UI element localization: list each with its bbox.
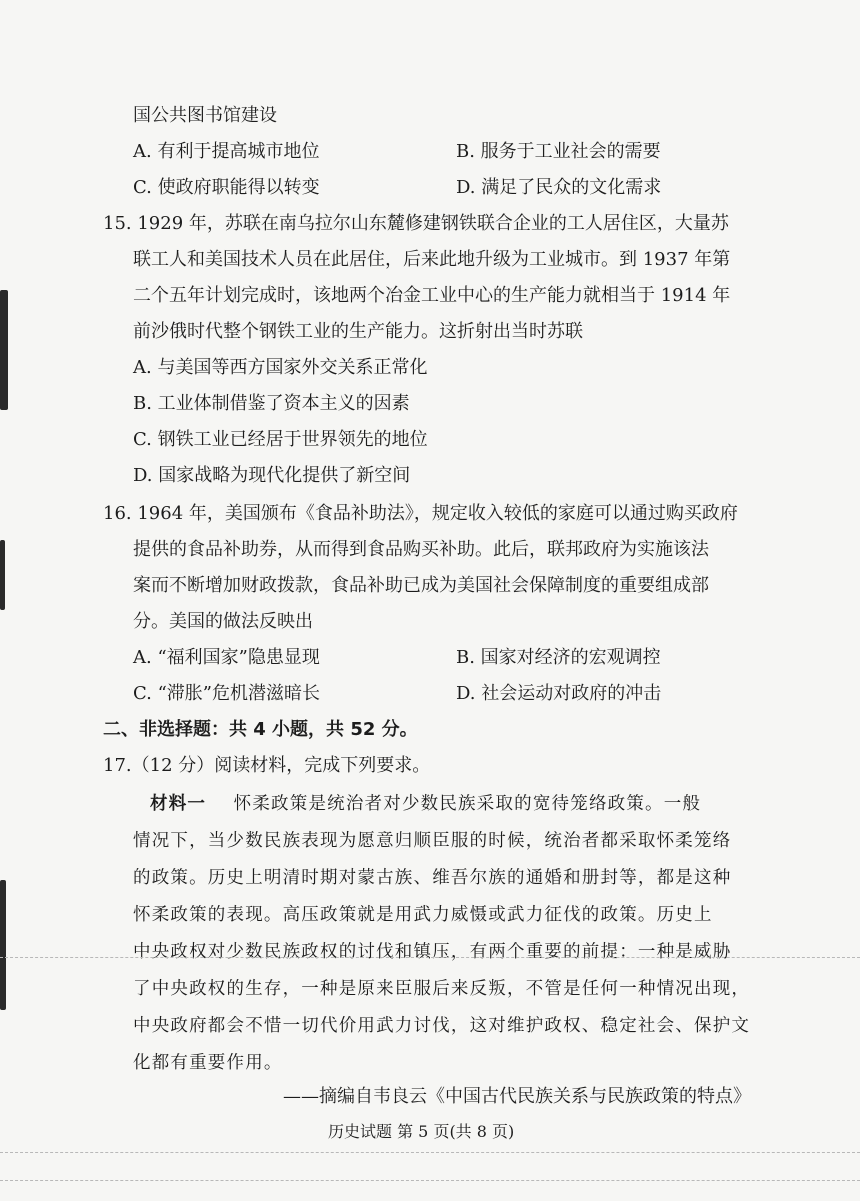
binding-mark [0, 540, 5, 610]
cut-line [0, 957, 860, 958]
q14-option-b: B. 服务于工业社会的需要 [456, 141, 661, 162]
material-line: 情况下，当少数民族表现为愿意归顺臣服的时候，统治者都采取怀柔笼络 [133, 831, 732, 851]
q16-stem-line: 提供的食品补助券，从而得到食品购买补助。此后，联邦政府为实施该法 [133, 539, 709, 560]
q16-option-d: D. 社会运动对政府的冲击 [456, 683, 662, 704]
q15-stem-line: 前沙俄时代整个钢铁工业的生产能力。这折射出当时苏联 [133, 321, 583, 342]
q16-option-c: C. “滞胀”危机潜滋暗长 [133, 683, 320, 704]
q14-option-c: C. 使政府职能得以转变 [133, 177, 320, 198]
cut-line [0, 1152, 860, 1153]
material-label: 材料一 [150, 794, 207, 814]
q15-stem-line: 15. 1929 年，苏联在南乌拉尔山东麓修建钢铁联合企业的工人居住区，大量苏 [103, 213, 729, 234]
q15-option-a: A. 与美国等西方国家外交关系正常化 [133, 357, 428, 378]
q16-stem-line: 分。美国的做法反映出 [133, 611, 313, 632]
q15-stem-line: 联工人和美国技术人员在此居住，后来此地升级为工业城市。到 1937 年第 [133, 249, 731, 270]
material-line: 怀柔政策是统治者对少数民族采取的宽待笼络政策。一般 [233, 794, 702, 814]
material-line: 的政策。历史上明清时期对蒙古族、维吾尔族的通婚和册封等，都是这种 [133, 868, 732, 888]
q14-continuation: 国公共图书馆建设 [133, 105, 277, 126]
material-line: 中央政权对少数民族政权的讨伐和镇压，有两个重要的前提：一种是威胁 [133, 942, 732, 962]
q16-option-b: B. 国家对经济的宏观调控 [456, 647, 661, 668]
material-line: 怀柔政策的表现。高压政策就是用武力威慑或武力征伐的政策。历史上 [133, 905, 713, 925]
binding-mark [0, 290, 8, 410]
page-footer: 历史试题 第 5 页(共 8 页) [328, 1122, 515, 1141]
q16-option-a: A. “福利国家”隐患显现 [133, 647, 320, 668]
q15-stem-line: 二个五年计划完成时，该地两个冶金工业中心的生产能力就相当于 1914 年 [133, 285, 731, 306]
q17-title: 17.（12 分）阅读材料，完成下列要求。 [103, 755, 431, 776]
q14-option-a: A. 有利于提高城市地位 [133, 141, 320, 162]
q14-option-d: D. 满足了民众的文化需求 [456, 177, 662, 198]
q15-option-d: D. 国家战略为现代化提供了新空间 [133, 465, 411, 486]
q16-stem-line: 16. 1964 年，美国颁布《食品补助法》，规定收入较低的家庭可以通过购买政府 [103, 503, 738, 524]
cut-line [0, 1180, 860, 1181]
material-source: ——摘编自韦良云《中国古代民族关系与民族政策的特点》 [283, 1086, 751, 1107]
binding-mark [0, 880, 6, 1010]
q15-option-b: B. 工业体制借鉴了资本主义的因素 [133, 393, 410, 414]
material-first-line [150, 792, 701, 816]
material-line: 了中央政权的生存，一种是原来臣服后来反叛，不管是任何一种情况出现， [133, 979, 751, 999]
material-line: 中央政府都会不惜一切代价用武力讨伐，这对维护政权、稳定社会、保护文 [133, 1016, 751, 1036]
q16-stem-line: 案而不断增加财政拨款，食品补助已成为美国社会保障制度的重要组成部 [133, 575, 709, 596]
material-line: 化都有重要作用。 [133, 1053, 283, 1073]
section-heading: 二、非选择题：共 4 小题，共 52 分。 [103, 719, 418, 740]
q15-option-c: C. 钢铁工业已经居于世界领先的地位 [133, 429, 428, 450]
